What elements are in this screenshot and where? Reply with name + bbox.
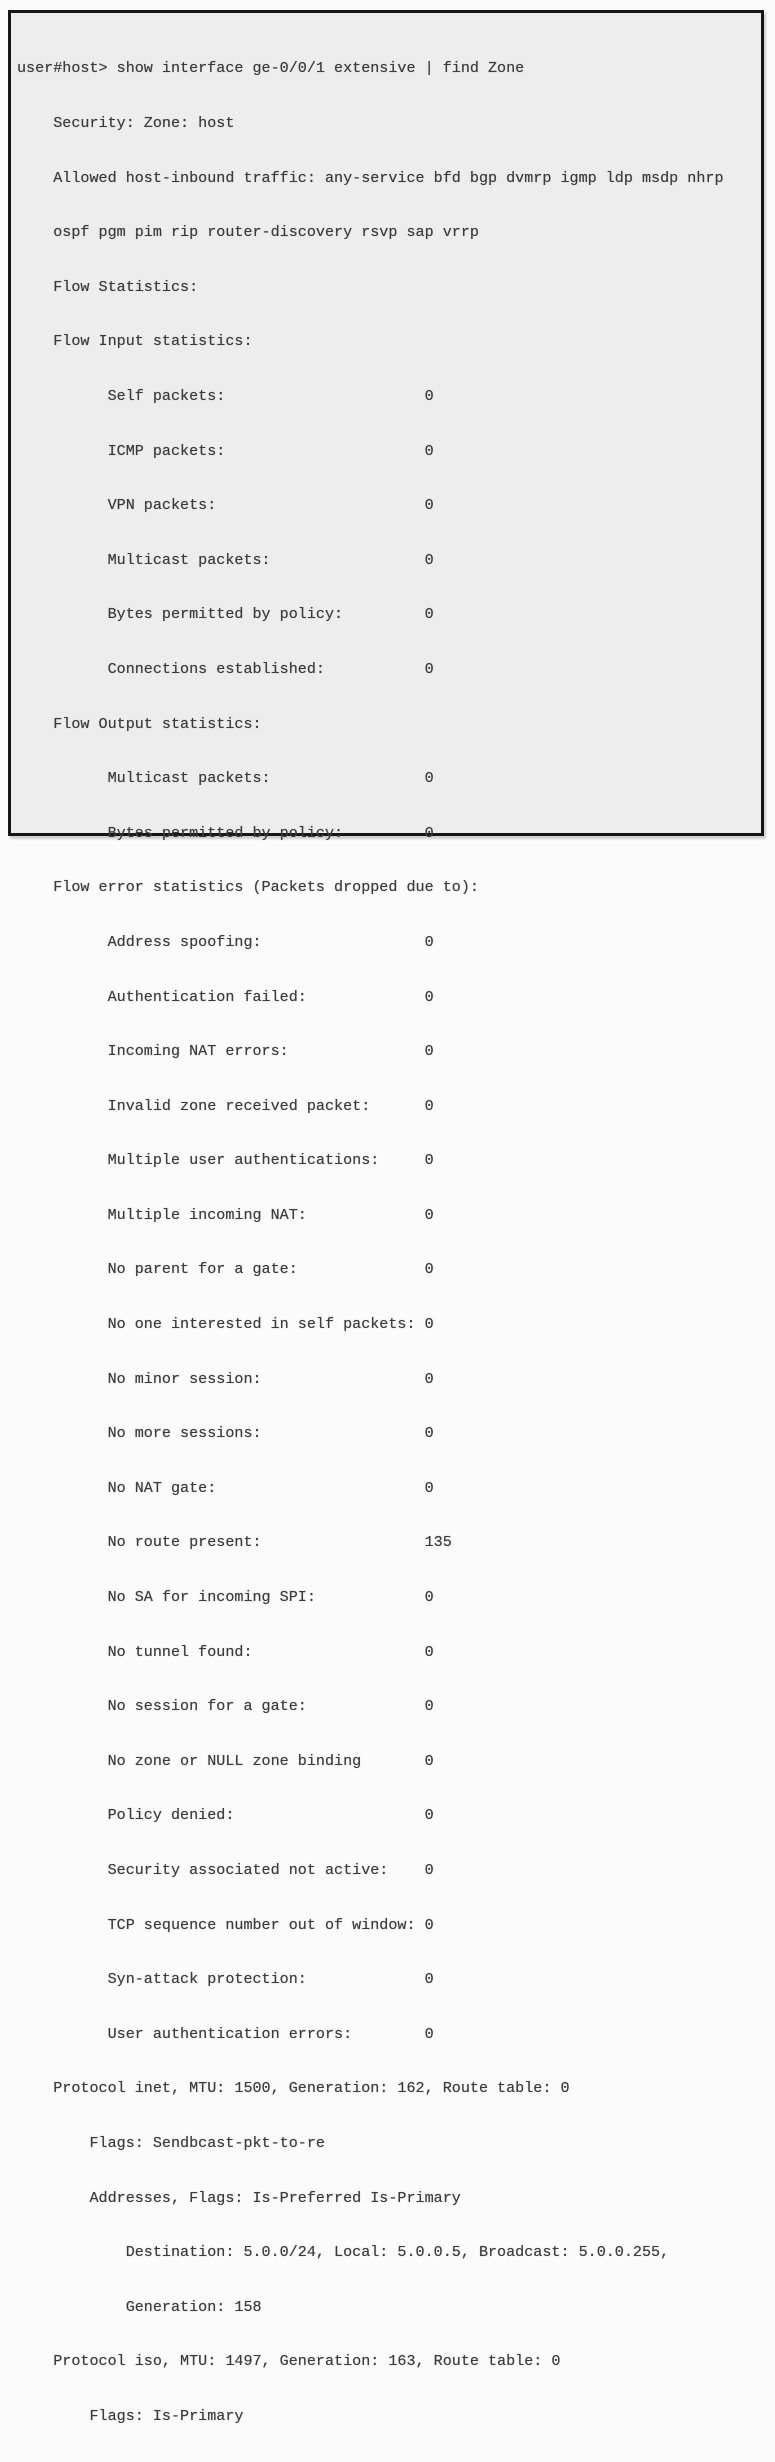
terminal-output (11, 13, 761, 2462)
terminal-line: Syn-attack protection: 0 (17, 1970, 434, 1989)
terminal-line: Multiple incoming NAT: 0 (17, 1205, 434, 1224)
terminal-line: Bytes permitted by policy: 0 (17, 823, 434, 842)
terminal-line: No one interested in self packets: 0 (17, 1315, 434, 1334)
terminal-line: Flags: Is-Primary (17, 2406, 244, 2425)
terminal-line: No SA for incoming SPI: 0 (17, 1588, 434, 1607)
terminal-line: Allowed host-inbound traffic: any-service bfd bgp dvmrp igmp ldp msdp nhrp (17, 168, 724, 187)
terminal-line: Bytes permitted by policy: 0 (17, 605, 434, 624)
terminal-line: Addresses, Flags: Is-Preferred Is-Primary (17, 2188, 461, 2207)
terminal-line: Flow Input statistics: (17, 332, 253, 351)
terminal-line: Protocol inet, MTU: 1500, Generation: 162, Route table: 0 (17, 2079, 570, 2098)
terminal-line: Flow Output statistics: (17, 714, 262, 733)
terminal-line: Multicast packets: 0 (17, 550, 434, 569)
terminal-line: Flow Statistics: (17, 277, 199, 296)
terminal-line: Security associated not active: 0 (17, 1861, 434, 1879)
terminal-line: No parent for a gate: 0 (17, 1260, 434, 1279)
terminal-line: Address spoofing: 0 (17, 932, 434, 951)
terminal-line: Authentication failed: 0 (17, 987, 434, 1006)
terminal-line: TCP sequence number out of window: 0 (17, 1915, 434, 1934)
terminal-line: Invalid zone received packet: 0 (17, 1096, 434, 1115)
terminal-line: No more sessions: 0 (17, 1424, 434, 1443)
terminal-line: Protocol iso, MTU: 1497, Generation: 163, Route table: 0 (17, 2352, 561, 2371)
terminal-command-line[interactable]: user#host> show interface ge-0/0/1 extensive | find Zone (17, 59, 525, 78)
terminal-line: No session for a gate: 0 (17, 1697, 434, 1716)
terminal-line: Policy denied: 0 (17, 1806, 434, 1825)
terminal-window (8, 10, 764, 2425)
terminal-line: No tunnel found: 0 (17, 1642, 434, 1661)
terminal-line: Destination: 5.0.0/24, Local: 5.0.0.5, Broadcast: 5.0.0.255, (17, 2243, 670, 2262)
terminal-line: Connections established: 0 (17, 659, 434, 678)
terminal-line: No NAT gate: 0 (17, 1478, 434, 1497)
terminal-line: Flow error statistics (Packets dropped due to): (17, 878, 479, 897)
terminal-line: VPN packets: 0 (17, 496, 434, 515)
terminal-line: ospf pgm pim rip router-discovery rsvp sap vrrp (17, 223, 479, 242)
terminal-line: Incoming NAT errors: 0 (17, 1042, 434, 1061)
terminal-line: Self packets: 0 (17, 386, 434, 405)
terminal-line: No route present: 135 (17, 1533, 452, 1552)
terminal-line: No zone or NULL zone binding 0 (17, 1751, 434, 1770)
terminal-line: User authentication errors: 0 (17, 2024, 434, 2043)
terminal-line: ICMP packets: 0 (17, 441, 434, 460)
terminal-line: Generation: 158 (17, 2297, 262, 2316)
terminal-line: Multicast packets: 0 (17, 769, 434, 788)
terminal-line: No minor session: 0 (17, 1369, 434, 1388)
terminal-line: Multiple user authentications: 0 (17, 1151, 434, 1170)
terminal-line: Security: Zone: host (17, 114, 235, 132)
terminal-line: Flags: Sendbcast-pkt-to-re (17, 2133, 325, 2152)
